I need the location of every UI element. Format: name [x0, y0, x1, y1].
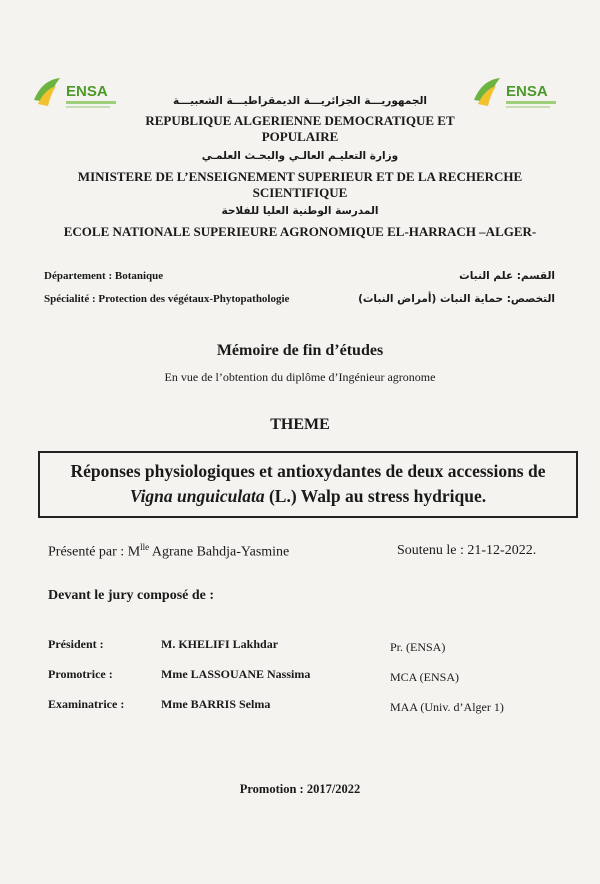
- theme-line2-rest: (L.) Walp au stress hydrique.: [264, 486, 487, 506]
- speciality-ar: التخصص: حماية النبات (أمراض النبات): [358, 293, 555, 305]
- jury-title: MAA (Univ. d’Alger 1): [390, 700, 504, 714]
- arabic-school: المدرسة الوطنية العليا للفلاحة: [221, 205, 379, 217]
- logo-text: ENSA: [66, 83, 108, 100]
- republic-line1: REPUBLIQUE ALGERIENNE DEMOCRATIQUE ET: [145, 113, 455, 128]
- presented-name: Agrane Bahdja-Yasmine: [149, 544, 290, 560]
- ministry-line2: SCIENTIFIQUE: [252, 185, 348, 200]
- presented-by: [48, 542, 289, 561]
- promotion: Promotion : 2017/2022: [239, 782, 361, 796]
- presented-sup: lle: [140, 542, 150, 552]
- logo-text: ENSA: [506, 83, 548, 100]
- ensa-logo-left: [30, 74, 125, 114]
- theme-line1: Réponses physiologiques et antioxydantes de deux accessions de: [70, 461, 546, 481]
- arabic-republic: الجمهوريـــة الجزائريـــة الديمقراطيـــة الشعبيـــة: [173, 95, 427, 107]
- jury-heading: Devant le jury composé de :: [48, 588, 215, 603]
- arabic-ministry: وزارة التعليـم العالـي والبحـث العلمـي: [201, 150, 399, 162]
- ensa-logo-right: [470, 74, 565, 114]
- theme-species: Vigna unguiculata: [129, 486, 265, 506]
- department-fr: Département : Botanique: [44, 270, 164, 282]
- jury-role: Examinatrice :: [48, 697, 125, 711]
- presented-prefix: Présenté par : M: [48, 544, 141, 560]
- jury-name: Mme BARRIS Selma: [161, 697, 271, 711]
- defense-date: Soutenu le : 21-12-2022.: [397, 543, 537, 558]
- jury-name: M. KHELIFI Lakhdar: [161, 637, 279, 651]
- jury-name: Mme LASSOUANE Nassima: [161, 667, 311, 681]
- theme-box: [38, 451, 578, 518]
- jury-role: Président :: [48, 637, 104, 651]
- jury-title: Pr. (ENSA): [390, 640, 446, 654]
- jury-role: Promotrice :: [48, 667, 113, 681]
- department-ar: القسم: علم النبات: [459, 270, 555, 282]
- theme-line2: [40, 484, 576, 509]
- ministry-line1: MINISTERE DE L’ENSEIGNEMENT SUPERIEUR ET DE LA RECHERCHE: [77, 169, 523, 184]
- memoire-title: Mémoire de fin d’études: [216, 342, 384, 359]
- speciality-fr: Spécialité : Protection des végétaux-Phytopathologie: [44, 293, 290, 305]
- memoire-subtitle: En vue de l’obtention du diplôme d’Ingénieur agronome: [164, 370, 436, 384]
- jury-title: MCA (ENSA): [390, 670, 460, 684]
- republic-line2: POPULAIRE: [261, 129, 339, 144]
- school-name: ECOLE NATIONALE SUPERIEURE AGRONOMIQUE EL-HARRACH –ALGER-: [63, 224, 537, 239]
- theme-label: THEME: [270, 416, 330, 433]
